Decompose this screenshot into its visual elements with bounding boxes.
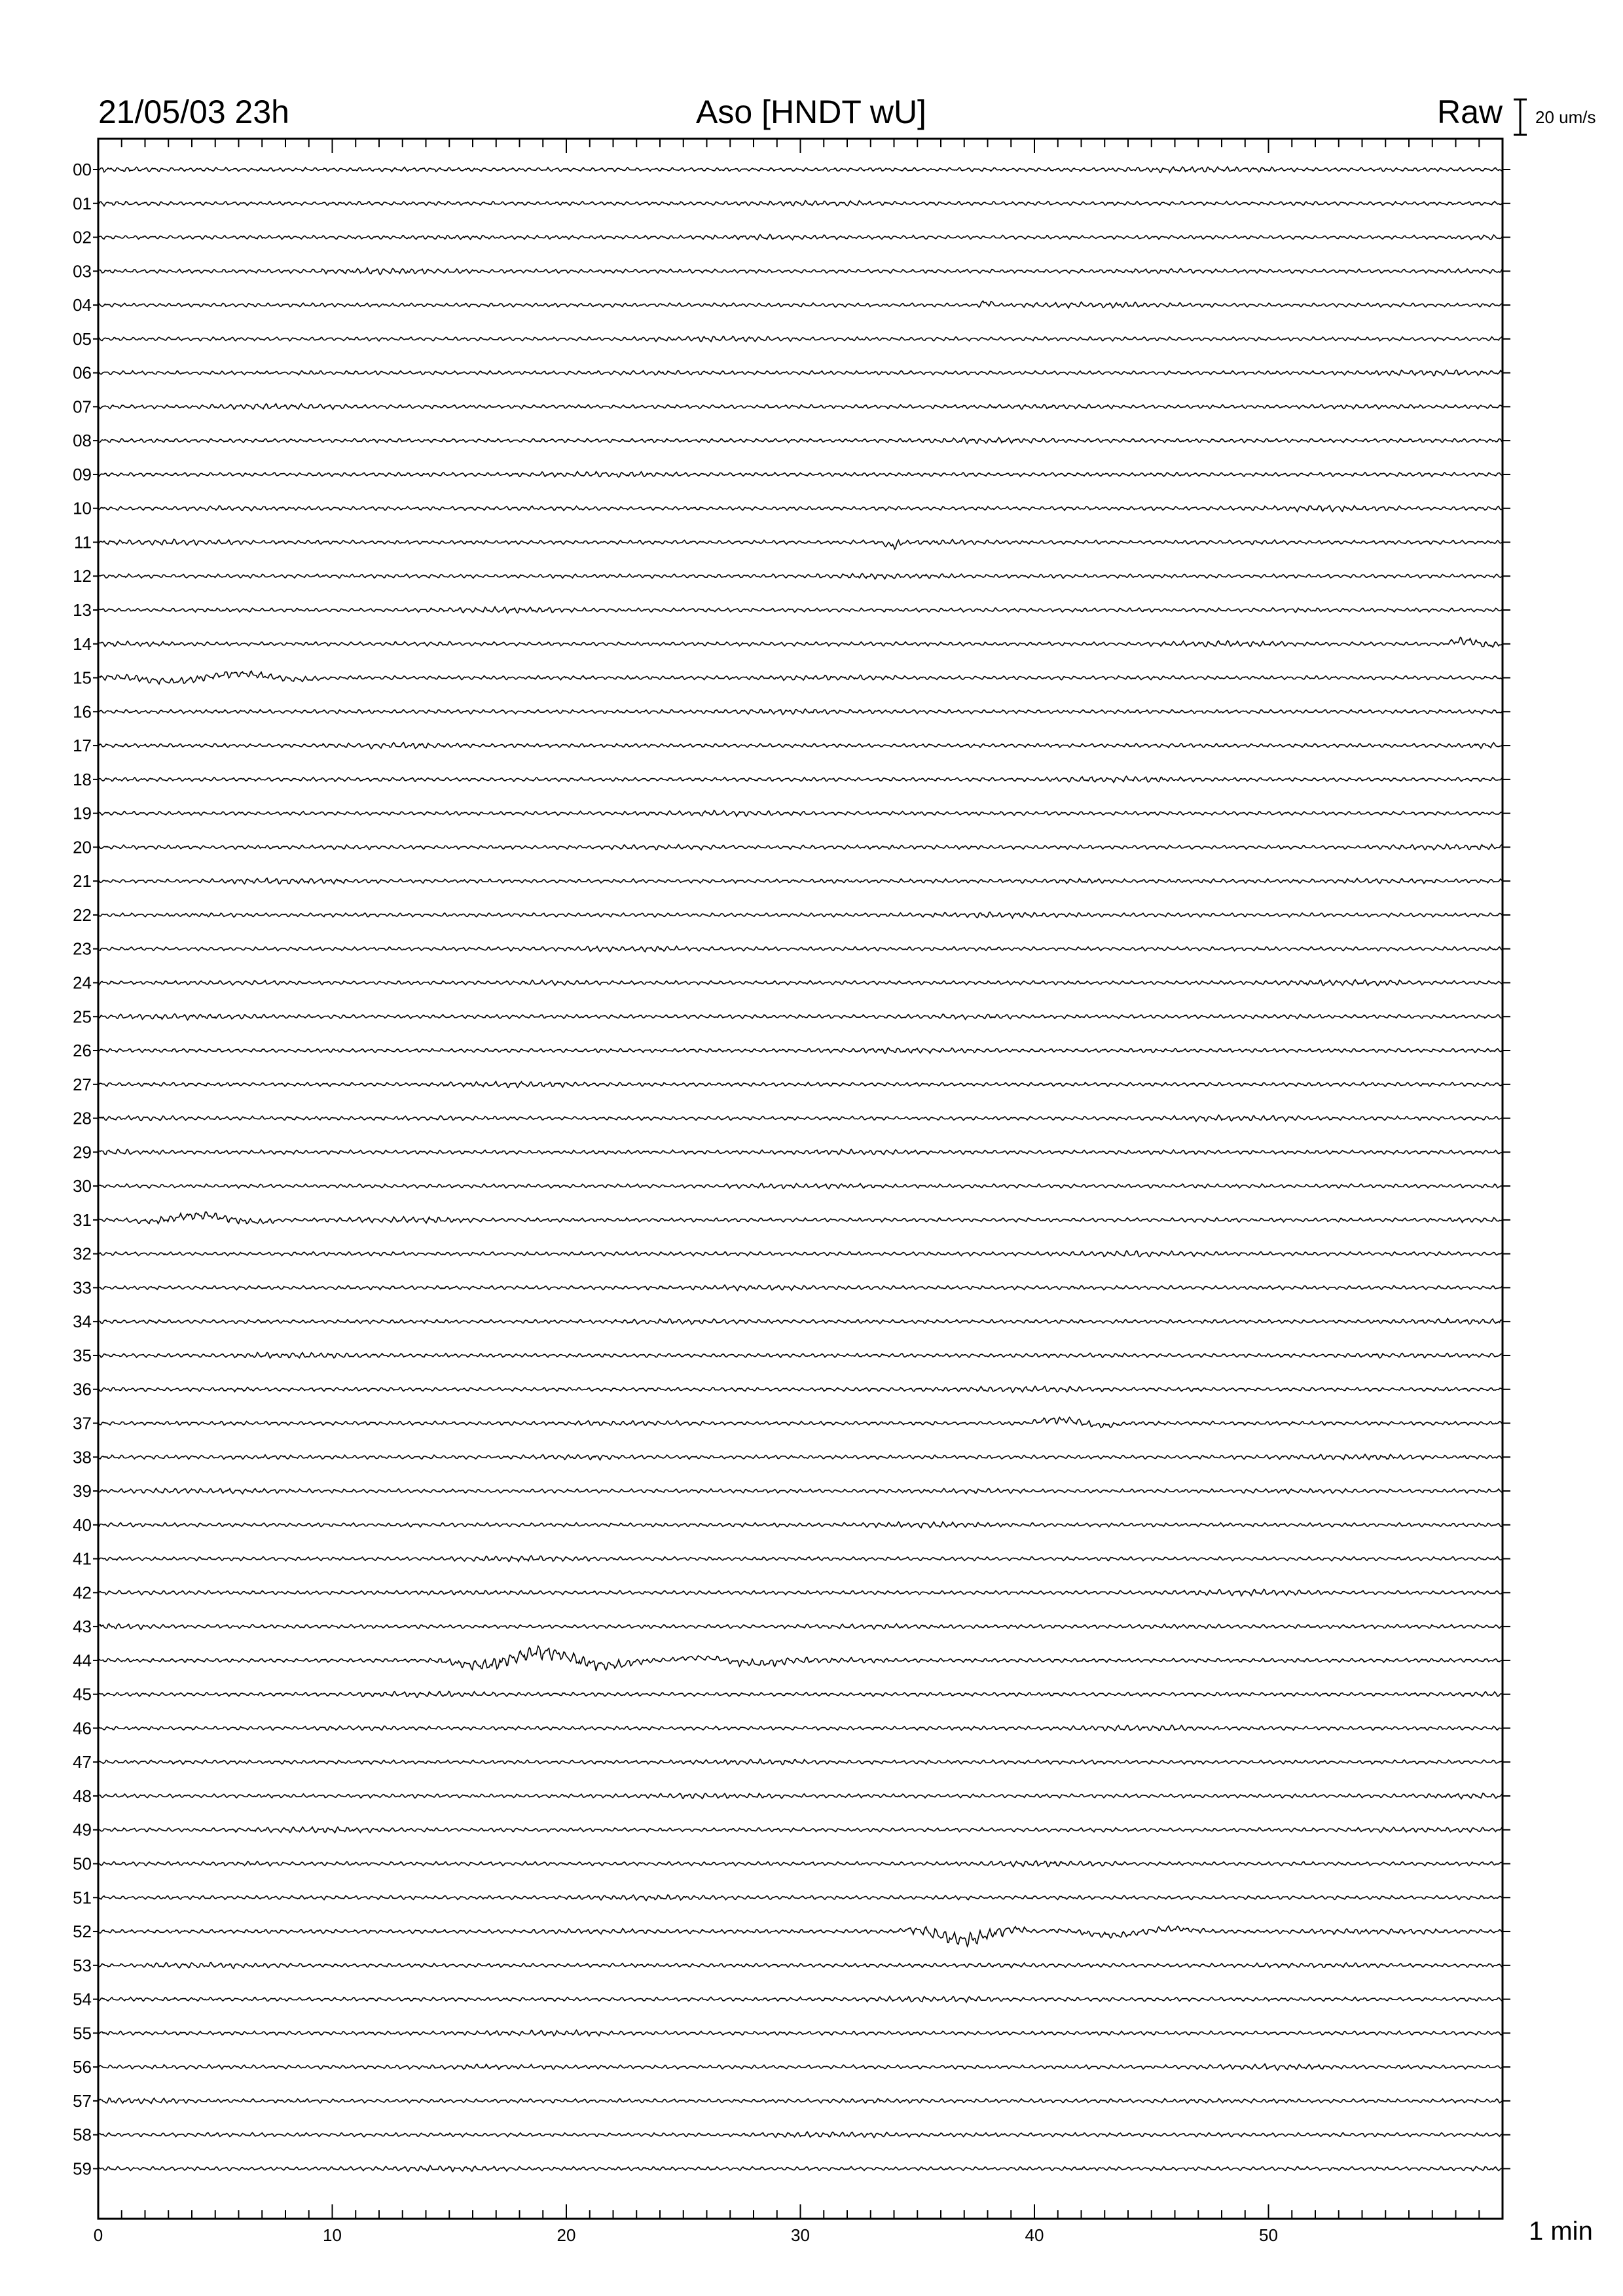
row-label-56: 56 bbox=[73, 2057, 92, 2077]
row-label-36: 36 bbox=[73, 1379, 92, 1399]
trace-49 bbox=[98, 1827, 1503, 1833]
row-label-50: 50 bbox=[73, 1854, 92, 1874]
trace-39 bbox=[98, 1488, 1503, 1494]
trace-27 bbox=[98, 1081, 1503, 1087]
row-label-43: 43 bbox=[73, 1617, 92, 1637]
trace-20 bbox=[98, 844, 1503, 850]
row-label-02: 02 bbox=[73, 227, 92, 247]
traces bbox=[98, 167, 1503, 2172]
row-label-54: 54 bbox=[73, 1989, 92, 2009]
row-label-20: 20 bbox=[73, 837, 92, 857]
trace-17 bbox=[98, 743, 1503, 749]
header-station: Aso [HNDT wU] bbox=[696, 94, 926, 130]
row-label-31: 31 bbox=[73, 1210, 92, 1230]
trace-56 bbox=[98, 2064, 1503, 2070]
row-label-27: 27 bbox=[73, 1074, 92, 1094]
row-label-28: 28 bbox=[73, 1108, 92, 1128]
trace-57 bbox=[98, 2098, 1503, 2104]
trace-48 bbox=[98, 1793, 1503, 1799]
trace-33 bbox=[98, 1285, 1503, 1291]
row-label-48: 48 bbox=[73, 1785, 92, 1806]
row-label-21: 21 bbox=[73, 871, 92, 891]
row-label-13: 13 bbox=[73, 600, 92, 620]
trace-01 bbox=[98, 200, 1503, 206]
trace-38 bbox=[98, 1454, 1503, 1460]
row-label-26: 26 bbox=[73, 1041, 92, 1061]
row-label-35: 35 bbox=[73, 1345, 92, 1365]
row-label-01: 01 bbox=[73, 193, 92, 213]
row-label-29: 29 bbox=[73, 1142, 92, 1162]
trace-19 bbox=[98, 810, 1503, 816]
trace-22 bbox=[98, 912, 1503, 918]
trace-28 bbox=[98, 1115, 1503, 1122]
trace-16 bbox=[98, 709, 1503, 714]
trace-04 bbox=[98, 301, 1503, 308]
trace-40 bbox=[98, 1522, 1503, 1528]
row-label-08: 08 bbox=[73, 431, 92, 451]
row-label-46: 46 bbox=[73, 1718, 92, 1738]
trace-58 bbox=[98, 2132, 1503, 2138]
row-label-00: 00 bbox=[73, 160, 92, 179]
row-label-06: 06 bbox=[73, 363, 92, 383]
trace-35 bbox=[98, 1352, 1503, 1358]
trace-36 bbox=[98, 1386, 1503, 1392]
trace-45 bbox=[98, 1691, 1503, 1697]
row-label-10: 10 bbox=[73, 498, 92, 518]
trace-34 bbox=[98, 1319, 1503, 1325]
trace-47 bbox=[98, 1759, 1503, 1765]
trace-09 bbox=[98, 471, 1503, 477]
x-tick-label-20: 20 bbox=[556, 2225, 576, 2245]
trace-31 bbox=[98, 1212, 1503, 1224]
trace-15 bbox=[98, 671, 1503, 684]
trace-30 bbox=[98, 1183, 1503, 1189]
trace-42 bbox=[98, 1589, 1503, 1596]
row-label-12: 12 bbox=[73, 566, 92, 586]
row-label-53: 53 bbox=[73, 1955, 92, 1975]
trace-13 bbox=[98, 607, 1503, 613]
row-label-45: 45 bbox=[73, 1684, 92, 1704]
x-axis-label: 1 min bbox=[1529, 2217, 1593, 2246]
trace-08 bbox=[98, 438, 1503, 444]
trace-18 bbox=[98, 776, 1503, 782]
row-label-38: 38 bbox=[73, 1447, 92, 1467]
row-label-22: 22 bbox=[73, 905, 92, 925]
trace-07 bbox=[98, 404, 1503, 410]
header-datetime: 21/05/03 23h bbox=[98, 94, 289, 130]
row-label-47: 47 bbox=[73, 1752, 92, 1772]
x-axis bbox=[94, 139, 1503, 2245]
row-label-32: 32 bbox=[73, 1244, 92, 1264]
x-tick-label-0: 0 bbox=[93, 2225, 103, 2245]
row-label-52: 52 bbox=[73, 1922, 92, 1942]
trace-26 bbox=[98, 1048, 1503, 1053]
x-tick-label-50: 50 bbox=[1259, 2225, 1278, 2245]
plot-frame bbox=[98, 139, 1503, 2219]
row-label-58: 58 bbox=[73, 2125, 92, 2145]
trace-32 bbox=[98, 1251, 1503, 1257]
trace-24 bbox=[98, 980, 1503, 986]
trace-41 bbox=[98, 1556, 1503, 1562]
row-labels bbox=[73, 160, 1510, 2178]
trace-52 bbox=[98, 1926, 1503, 1946]
row-label-25: 25 bbox=[73, 1007, 92, 1027]
trace-46 bbox=[98, 1725, 1503, 1731]
row-label-03: 03 bbox=[73, 261, 92, 281]
row-label-11: 11 bbox=[74, 532, 92, 552]
row-label-15: 15 bbox=[73, 668, 92, 688]
trace-44 bbox=[98, 1646, 1503, 1671]
trace-02 bbox=[98, 234, 1503, 240]
x-tick-label-30: 30 bbox=[791, 2225, 810, 2245]
row-label-51: 51 bbox=[73, 1888, 92, 1908]
row-label-24: 24 bbox=[73, 973, 92, 993]
trace-14 bbox=[98, 637, 1503, 647]
row-label-07: 07 bbox=[73, 397, 92, 417]
row-label-05: 05 bbox=[73, 329, 92, 349]
x-tick-label-40: 40 bbox=[1025, 2225, 1044, 2245]
row-label-37: 37 bbox=[73, 1413, 92, 1433]
row-label-49: 49 bbox=[73, 1820, 92, 1840]
trace-37 bbox=[98, 1417, 1503, 1427]
row-label-18: 18 bbox=[73, 769, 92, 789]
row-label-34: 34 bbox=[73, 1312, 92, 1332]
row-label-55: 55 bbox=[73, 2023, 92, 2043]
trace-50 bbox=[98, 1861, 1503, 1867]
row-label-40: 40 bbox=[73, 1515, 92, 1535]
row-label-09: 09 bbox=[73, 464, 92, 484]
trace-23 bbox=[98, 946, 1503, 952]
row-label-23: 23 bbox=[73, 939, 92, 959]
trace-11 bbox=[98, 539, 1503, 549]
trace-53 bbox=[98, 1962, 1503, 1968]
header-mode: Raw bbox=[1436, 94, 1503, 130]
trace-10 bbox=[98, 506, 1503, 512]
trace-29 bbox=[98, 1149, 1503, 1155]
row-label-16: 16 bbox=[73, 702, 92, 722]
row-label-33: 33 bbox=[73, 1278, 92, 1298]
row-label-14: 14 bbox=[73, 634, 92, 654]
trace-03 bbox=[98, 268, 1503, 275]
trace-54 bbox=[98, 1996, 1503, 2002]
trace-21 bbox=[98, 878, 1503, 884]
trace-55 bbox=[98, 2030, 1503, 2036]
row-label-44: 44 bbox=[73, 1650, 92, 1670]
trace-06 bbox=[98, 370, 1503, 376]
trace-51 bbox=[98, 1895, 1503, 1901]
row-label-42: 42 bbox=[73, 1583, 92, 1603]
row-label-39: 39 bbox=[73, 1481, 92, 1501]
trace-05 bbox=[98, 336, 1503, 342]
scale-bar bbox=[1514, 99, 1527, 135]
trace-12 bbox=[98, 573, 1503, 579]
row-label-59: 59 bbox=[73, 2159, 92, 2179]
row-label-04: 04 bbox=[73, 295, 92, 315]
row-label-57: 57 bbox=[73, 2090, 92, 2111]
trace-25 bbox=[98, 1014, 1503, 1020]
trace-00 bbox=[98, 167, 1503, 173]
row-label-19: 19 bbox=[73, 803, 92, 823]
trace-59 bbox=[98, 2166, 1503, 2172]
trace-43 bbox=[98, 1624, 1503, 1629]
row-label-30: 30 bbox=[73, 1176, 92, 1196]
row-label-41: 41 bbox=[73, 1549, 92, 1569]
x-tick-label-10: 10 bbox=[323, 2225, 342, 2245]
row-label-17: 17 bbox=[73, 736, 92, 756]
scale-label: 20 um/s bbox=[1535, 107, 1596, 127]
